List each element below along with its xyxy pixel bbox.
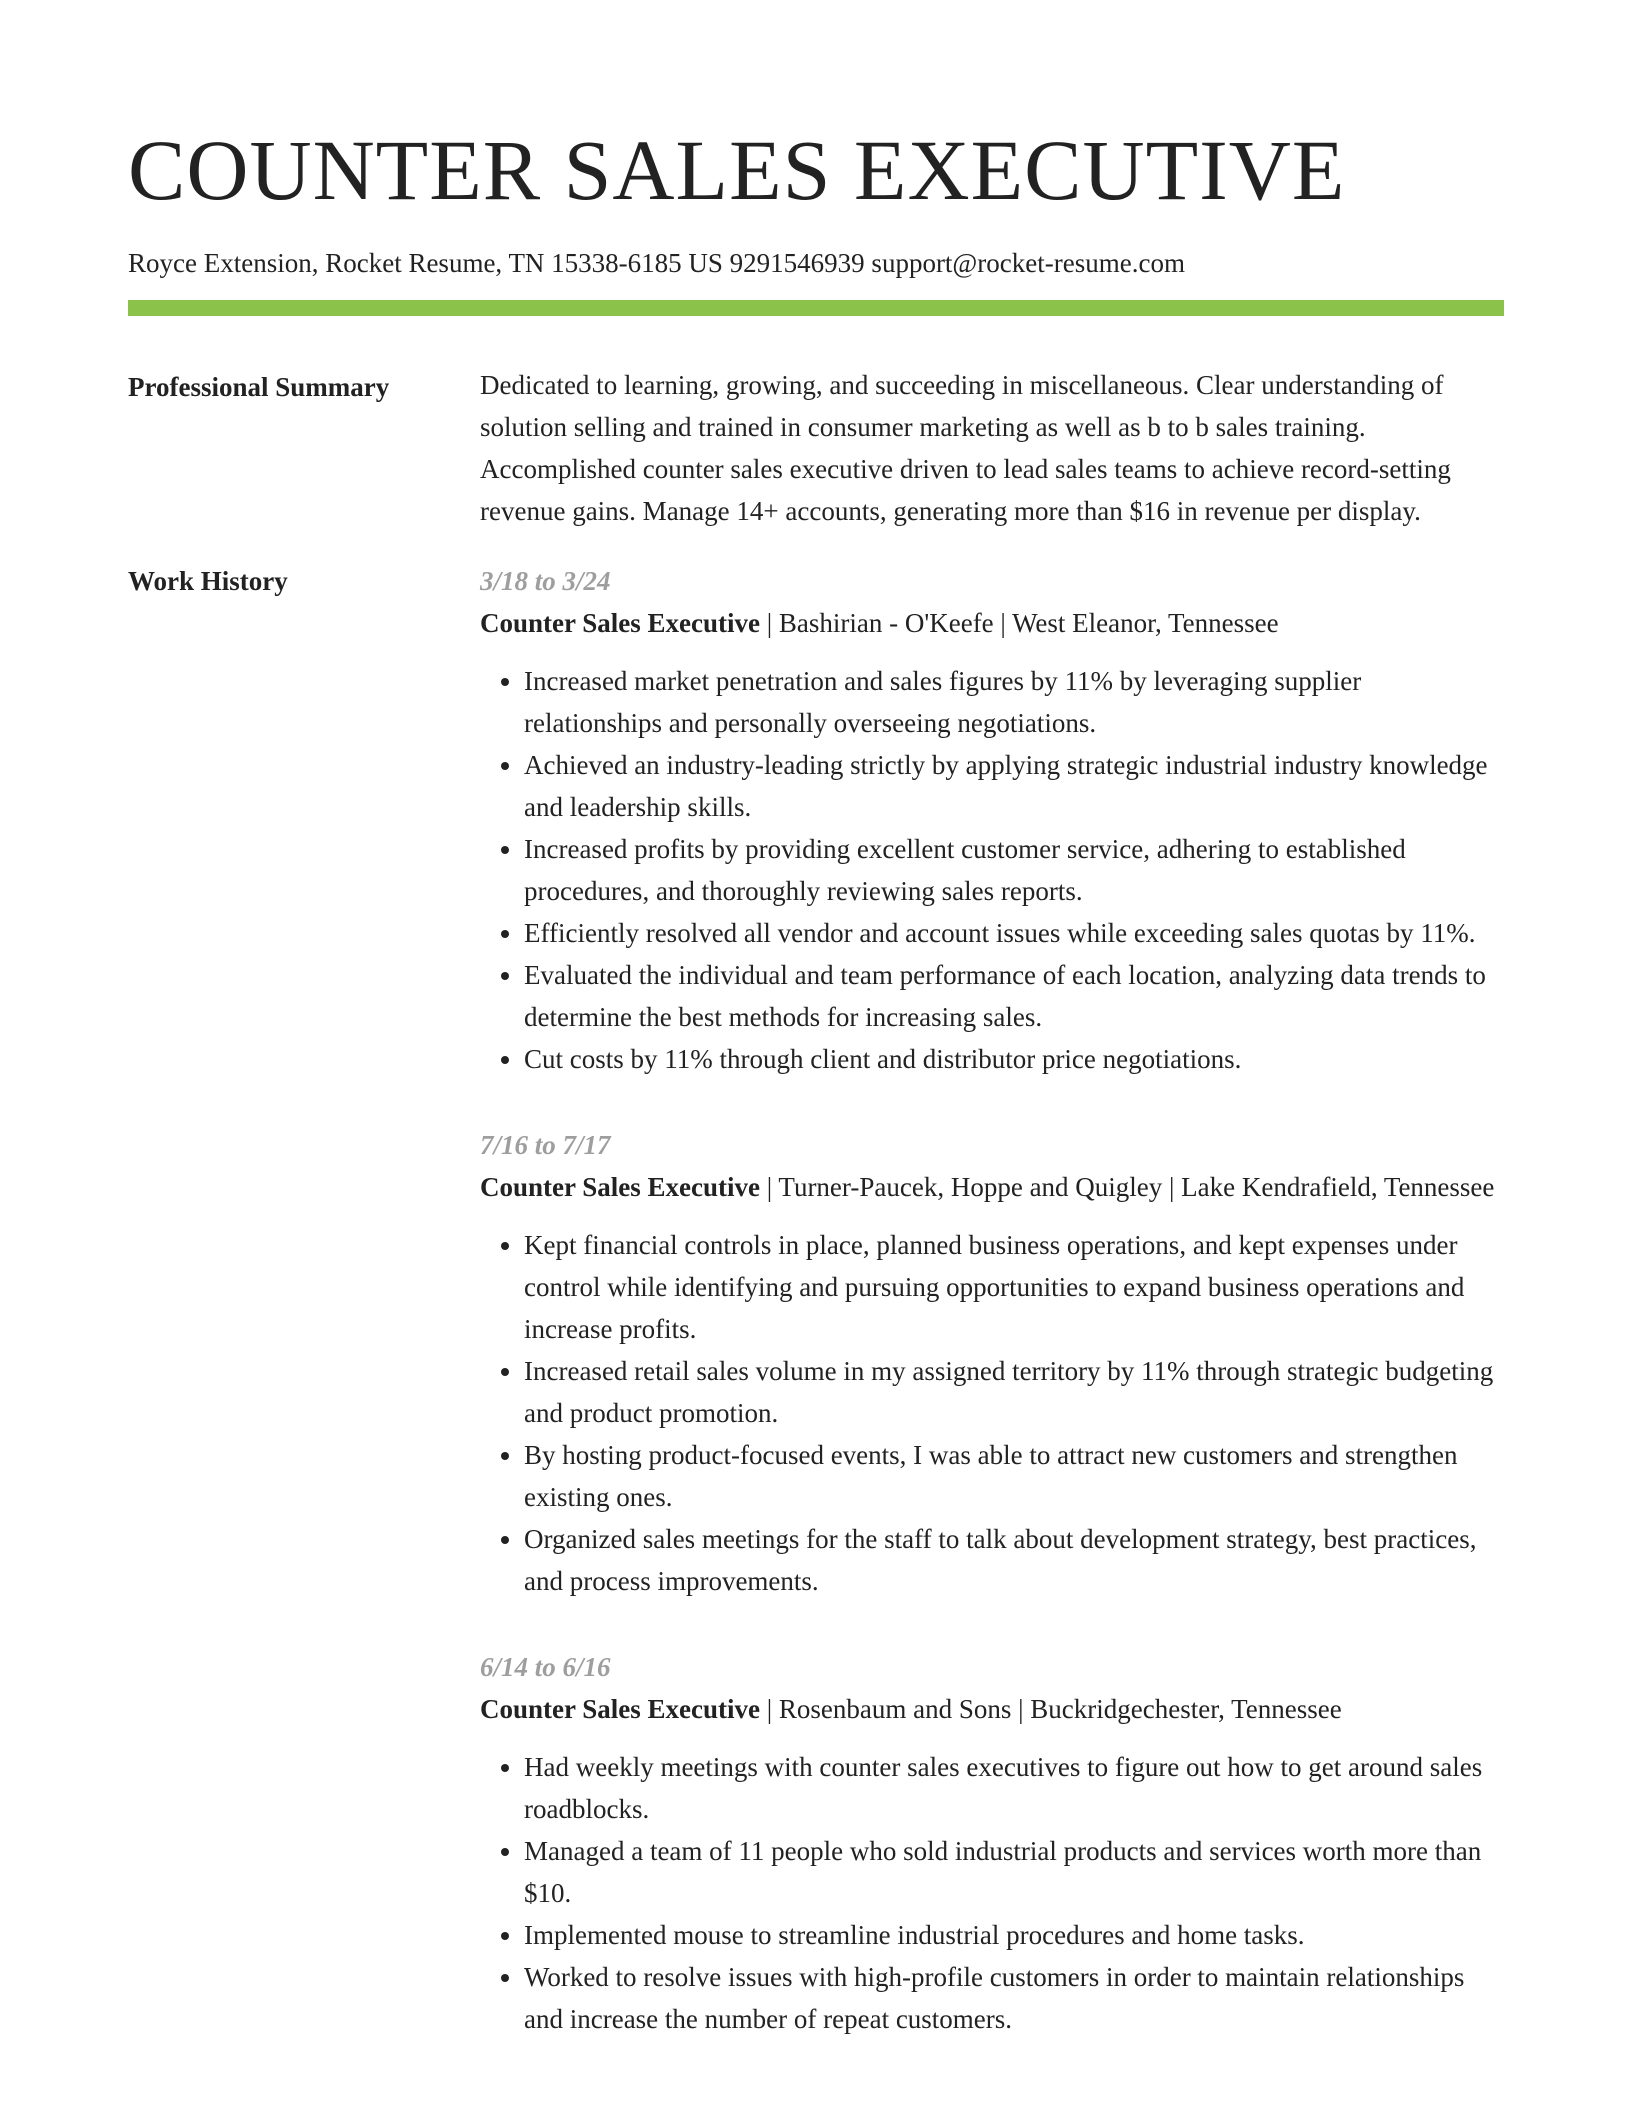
work-history-label: Work History bbox=[128, 566, 288, 596]
job-details: | Turner-Paucek, Hoppe and Quigley | Lake Kendrafield, Tennessee bbox=[759, 1172, 1495, 1202]
job-title-line bbox=[480, 1166, 1504, 1208]
job-bullets bbox=[480, 1224, 1504, 1602]
job-dates: 3/18 to 3/24 bbox=[480, 566, 611, 596]
job-bullet: • Organized sales meetings for the staff to talk about development strategy, best practices, and process improvements. bbox=[524, 1518, 1504, 1602]
job-bullet: • By hosting product-focused events, I was able to attract new customers and strengthen existing ones. bbox=[524, 1434, 1504, 1518]
job-bullet: • Cut costs by 11% through client and distributor price negotiations. bbox=[524, 1038, 1504, 1080]
job-bullet: • Kept financial controls in place, planned business operations, and kept expenses under control while identifying and pursuing opportunities to expand business operations and increase profits. bbox=[524, 1224, 1504, 1350]
job-bullet: • Worked to resolve issues with high-profile customers in order to maintain relationships and increase the number of repeat customers. bbox=[524, 1956, 1504, 2040]
summary-section bbox=[128, 366, 1504, 532]
work-history-section bbox=[128, 560, 1504, 2084]
job-details: | Rosenbaum and Sons | Buckridgechester, Tennessee bbox=[759, 1694, 1342, 1724]
job-bullet: • Evaluated the individual and team performance of each location, analyzing data trends to determine the best methods for increasing sales. bbox=[524, 954, 1504, 1038]
resume-page bbox=[128, 0, 1504, 2084]
job-dates: 6/14 to 6/16 bbox=[480, 1652, 611, 1682]
summary-text: Dedicated to learning, growing, and succeeding in miscellaneous. Clear understanding of solution selling and trained in consumer marketing as well as b to b sales training. Accomplished counter sales executive driven to lead sales teams to achieve record-setting revenue gains. Manage 14+ accounts, generating more than $16 in revenue per display. bbox=[480, 370, 1451, 526]
job-bullets bbox=[480, 660, 1504, 1080]
summary-body bbox=[480, 366, 1504, 532]
work-history-body bbox=[480, 560, 1504, 2084]
job-bullet: • Implemented mouse to streamline industrial procedures and home tasks. bbox=[524, 1914, 1504, 1956]
job-bullet: • Increased market penetration and sales figures by 11% by leveraging supplier relationships and personally overseeing negotiations. bbox=[524, 660, 1504, 744]
job-bullet: • Increased profits by providing excellent customer service, adhering to established procedures, and thoroughly reviewing sales reports. bbox=[524, 828, 1504, 912]
job-title-line bbox=[480, 602, 1504, 644]
contact-info: Royce Extension, Rocket Resume, TN 15338-6185 US 9291546939 support@rocket-resume.com bbox=[128, 248, 1185, 278]
job-title: Counter Sales Executive bbox=[480, 608, 760, 638]
job-bullet: • Had weekly meetings with counter sales executives to figure out how to get around sales roadblocks. bbox=[524, 1746, 1504, 1830]
job-entry bbox=[480, 1646, 1504, 2040]
job-title: Counter Sales Executive bbox=[480, 1172, 760, 1202]
job-bullets bbox=[480, 1746, 1504, 2040]
job-bullet: • Efficiently resolved all vendor and account issues while exceeding sales quotas by 11%. bbox=[524, 912, 1504, 954]
job-details: | Bashirian - O'Keefe | West Eleanor, Tennessee bbox=[759, 608, 1279, 638]
job-bullet: • Managed a team of 11 people who sold industrial products and services worth more than $10. bbox=[524, 1830, 1504, 1914]
summary-label: Professional Summary bbox=[128, 372, 390, 402]
header-divider bbox=[128, 300, 1504, 316]
job-bullet: • Achieved an industry-leading strictly by applying strategic industrial industry knowledge and leadership skills. bbox=[524, 744, 1504, 828]
job-entry bbox=[480, 1124, 1504, 1602]
job-title-line bbox=[480, 1688, 1504, 1730]
job-bullet: • Increased retail sales volume in my assigned territory by 11% through strategic budgeting and product promotion. bbox=[524, 1350, 1504, 1434]
job-entry bbox=[480, 560, 1504, 1080]
job-dates: 7/16 to 7/17 bbox=[480, 1130, 611, 1160]
job-title: Counter Sales Executive bbox=[480, 1694, 760, 1724]
resume-name: COUNTER SALES EXECUTIVE bbox=[128, 122, 1346, 218]
